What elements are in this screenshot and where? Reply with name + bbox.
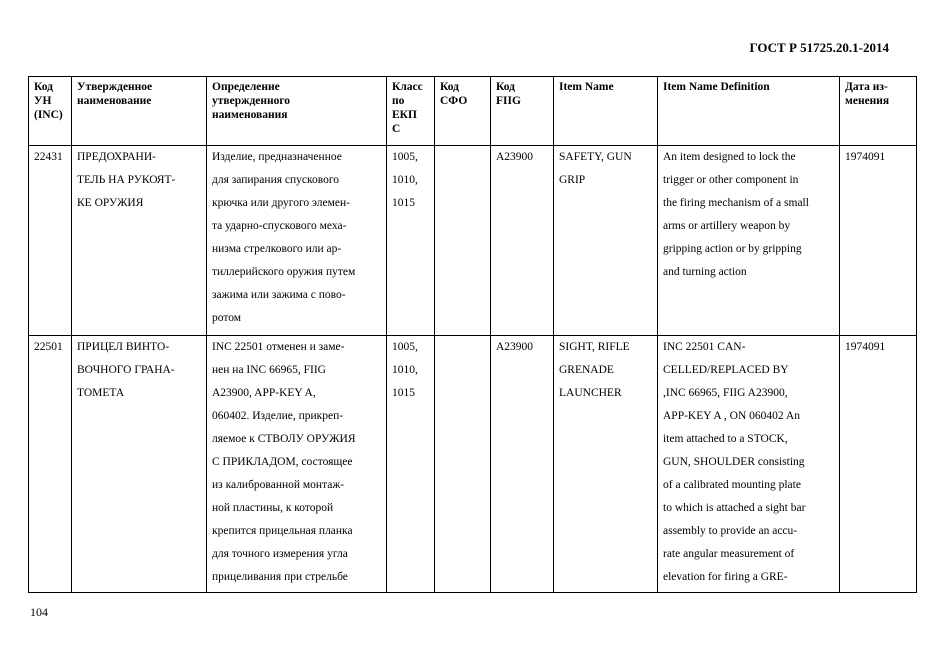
cell-text-line: нен на INC 66965, FIIG — [212, 364, 326, 376]
col-header-line: утвержденного — [212, 95, 291, 107]
change-date-cell: 1974091 — [840, 336, 917, 593]
col-header-line: Дата из- — [845, 81, 888, 93]
cell-text-line: С ПРИКЛАДОМ, состоящее — [212, 456, 353, 468]
col-header-line: Утвержденное — [77, 81, 153, 93]
cell-text-line: ПРЕДОХРАНИ- — [77, 151, 156, 163]
cell-text-line: КЕ ОРУЖИЯ — [77, 197, 144, 209]
cell-text-line: GRIP — [559, 174, 586, 186]
page-number: 104 — [30, 605, 48, 619]
col-header-line: (INC) — [34, 109, 63, 121]
cell-text-line: для запирания спускового — [212, 174, 340, 186]
col-header-line: Код — [34, 81, 54, 93]
col-header-line: Item Name — [559, 81, 614, 93]
cell-text-line: 1005, — [392, 151, 418, 163]
cell-text-line: та ударно-спускового меха- — [212, 220, 347, 232]
cell-text-line: A23900, APP-KEY A, — [212, 387, 316, 399]
col-header-line: Код — [440, 81, 460, 93]
cell-text-line: 1015 — [392, 387, 415, 399]
col-header-item-name — [554, 77, 658, 146]
item-name-definition-cell — [658, 336, 840, 593]
cell-text-line: GRENADE — [559, 364, 614, 376]
cell-text-line: ПРИЦЕЛ ВИНТО- — [77, 341, 170, 353]
cell-text-line: trigger or other component in — [663, 174, 799, 186]
table-row — [29, 146, 917, 336]
cell-text-line: Изделие, предназначенное — [212, 151, 342, 163]
cell-text-line: ной пластины, к которой — [212, 502, 334, 514]
col-header-line: FIIG — [496, 95, 521, 107]
cell-text-line: An item designed to lock the — [663, 151, 796, 163]
document-standard-title: ГОСТ Р 51725.20.1-2014 — [749, 40, 889, 55]
cell-text-line: тиллерийского оружия путем — [212, 266, 356, 278]
col-header-line: С — [392, 123, 401, 135]
col-header-line: менения — [845, 95, 890, 107]
cell-text-line: and turning action — [663, 266, 747, 278]
col-header-line: наименование — [77, 95, 152, 107]
col-header-change-date — [840, 77, 917, 146]
col-header-item-name-definition — [658, 77, 840, 146]
col-header-definition — [207, 77, 387, 146]
approved-name-cell — [72, 336, 207, 593]
definition-cell — [207, 336, 387, 593]
cell-text-line: INC 22501 CAN- — [663, 341, 746, 353]
cell-text-line: ,INC 66965, FIIG A23900, — [663, 387, 788, 399]
cell-text-line: the firing mechanism of a small — [663, 197, 809, 209]
cell-text-line: ВОЧНОГО ГРАНА- — [77, 364, 175, 376]
cell-text-line: из калиброванной монтаж- — [212, 479, 345, 491]
approved-name-cell — [72, 146, 207, 336]
cell-text-line: ТЕЛЬ НА РУКОЯТ- — [77, 174, 176, 186]
cell-text-line: низма стрелкового или ар- — [212, 243, 342, 255]
cell-text-line: для точного измерения угла — [212, 548, 348, 560]
col-header-line: УН — [34, 95, 52, 107]
fiig-code-cell: A23900 — [491, 336, 554, 593]
col-header-line: Класс — [392, 81, 423, 93]
col-header-line: СФО — [440, 95, 468, 107]
cell-text-line: ляемое к СТВОЛУ ОРУЖИЯ — [212, 433, 356, 445]
col-header-inc — [29, 77, 72, 146]
col-header-ekps-class — [387, 77, 435, 146]
cell-text-line: SAFETY, GUN — [559, 151, 632, 163]
ekps-class-cell — [387, 146, 435, 336]
cell-text-line: зажима или зажима с пово- — [212, 289, 346, 301]
cell-text-line: assembly to provide an accu- — [663, 525, 798, 537]
item-name-definition-cell — [658, 146, 840, 336]
item-name-cell — [554, 146, 658, 336]
change-date-cell: 1974091 — [840, 146, 917, 336]
cell-text-line: 1010, — [392, 364, 418, 376]
cell-text-line: ротом — [212, 312, 242, 324]
classification-table — [28, 76, 917, 593]
sfo-code-cell — [435, 146, 491, 336]
cell-text-line: rate angular measurement of — [663, 548, 795, 560]
cell-text-line: крючка или другого элемен- — [212, 197, 350, 209]
table-row — [29, 336, 917, 593]
cell-text-line: gripping action or by gripping — [663, 243, 802, 255]
definition-cell — [207, 146, 387, 336]
cell-text-line: 1015 — [392, 197, 415, 209]
inc-code-cell: 22431 — [29, 146, 72, 336]
cell-text-line: SIGHT, RIFLE — [559, 341, 630, 353]
cell-text-line: elevation for firing a GRE- — [663, 571, 788, 583]
cell-text-line: item attached to a STOCK, — [663, 433, 788, 445]
cell-text-line: LAUNCHER — [559, 387, 622, 399]
col-header-line: Item Name Definition — [663, 81, 770, 93]
cell-text-line: to which is attached a sight bar — [663, 502, 806, 514]
cell-text-line: крепится прицельная планка — [212, 525, 353, 537]
cell-text-line: GUN, SHOULDER consisting — [663, 456, 805, 468]
sfo-code-cell — [435, 336, 491, 593]
col-header-line: Код — [496, 81, 516, 93]
cell-text-line: APP-KEY A , ON 060402 An — [663, 410, 800, 422]
col-header-line: Определение — [212, 81, 280, 93]
item-name-cell — [554, 336, 658, 593]
cell-text-line: arms or artillery weapon by — [663, 220, 791, 232]
col-header-approved-name — [72, 77, 207, 146]
cell-text-line: INC 22501 отменен и заме- — [212, 341, 345, 353]
cell-text-line: ТОМЕТА — [77, 387, 125, 399]
cell-text-line: 060402. Изделие, прикреп- — [212, 410, 344, 422]
col-header-line: наименования — [212, 109, 288, 121]
table-header-row — [29, 77, 917, 146]
cell-text-line: 1010, — [392, 174, 418, 186]
col-header-fiig-code — [491, 77, 554, 146]
cell-text-line: CELLED/REPLACED BY — [663, 364, 789, 376]
fiig-code-cell: A23900 — [491, 146, 554, 336]
col-header-sfo-code — [435, 77, 491, 146]
cell-text-line: прицеливания при стрельбе — [212, 571, 348, 583]
inc-code-cell: 22501 — [29, 336, 72, 593]
col-header-line: ЕКП — [392, 109, 417, 121]
ekps-class-cell — [387, 336, 435, 593]
cell-text-line: of a calibrated mounting plate — [663, 479, 801, 491]
col-header-line: по — [392, 95, 405, 107]
cell-text-line: 1005, — [392, 341, 418, 353]
